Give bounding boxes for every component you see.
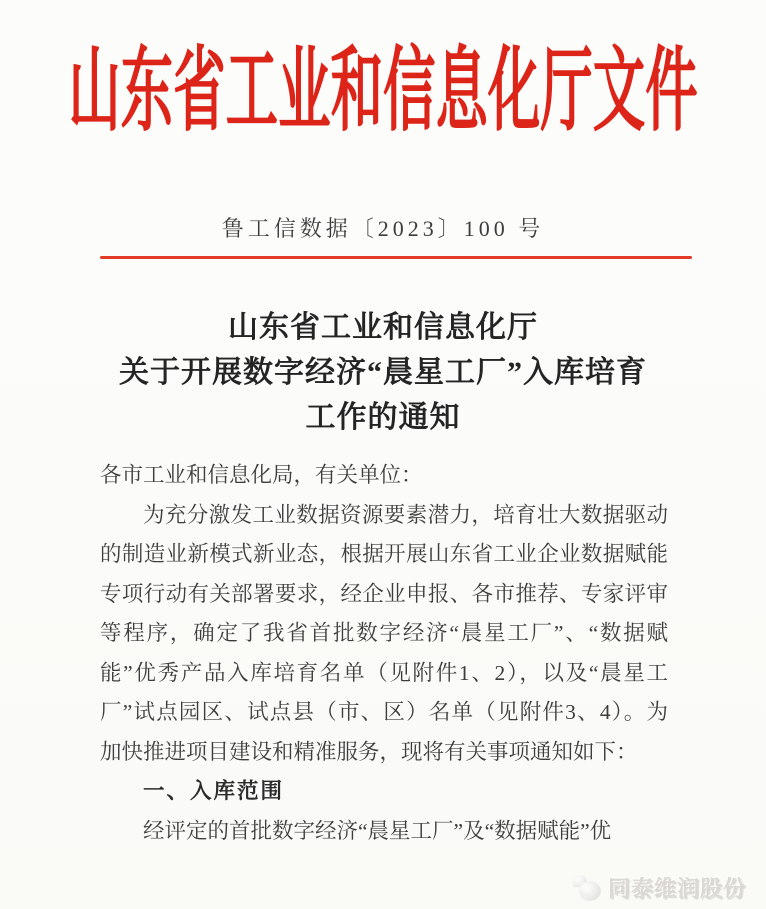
agency-banner-title: 山东省工业和信息化厅文件	[68, 40, 698, 142]
document-title-line-2: 关于开展数字经济“晨星工厂”入库培育	[119, 356, 647, 389]
body-line: 厂”试点园区、试点县（市、区）名单（见附件3、4）。为	[100, 700, 668, 724]
document-title	[0, 305, 766, 440]
body-line: 经评定的首批数字经济“晨星工厂”及“数据赋能”优	[143, 818, 612, 843]
company-logo-icon	[573, 875, 603, 901]
red-header-banner	[0, 40, 766, 142]
document-number: 鲁工信数据〔2023〕100 号	[221, 216, 545, 241]
logo-circle-icon	[579, 881, 600, 900]
document-title-line-3: 工作的通知	[305, 401, 461, 434]
watermark-label: 同泰维润股份	[607, 876, 746, 901]
watermark	[573, 872, 746, 903]
body-line: 为充分激发工业数据资源要素潜力，培育壮大数据驱动	[143, 502, 668, 527]
body-line: 专项行动有关部署要求，经企业申报、各市推荐、专家评审	[100, 581, 668, 606]
salutation-line: 各市工业和信息化局，有关单位：	[100, 463, 423, 487]
red-divider-line	[100, 256, 692, 259]
body-line: 等程序，确定了我省首批数字经济“晨星工厂”、“数据赋	[100, 621, 668, 645]
body-line: 的制造业新模式新业态，根据开展山东省工业企业数据赋能	[100, 542, 668, 566]
body-line: 能”优秀产品入库培育名单（见附件1、2），以及“晨星工	[100, 660, 668, 685]
document-body	[100, 456, 668, 851]
section-heading: 一、入库范围	[143, 779, 285, 803]
document-title-line-1: 山东省工业和信息化厅	[228, 311, 538, 344]
body-line: 加快推进项目建设和精准服务，现将有关事项通知如下：	[100, 739, 638, 764]
